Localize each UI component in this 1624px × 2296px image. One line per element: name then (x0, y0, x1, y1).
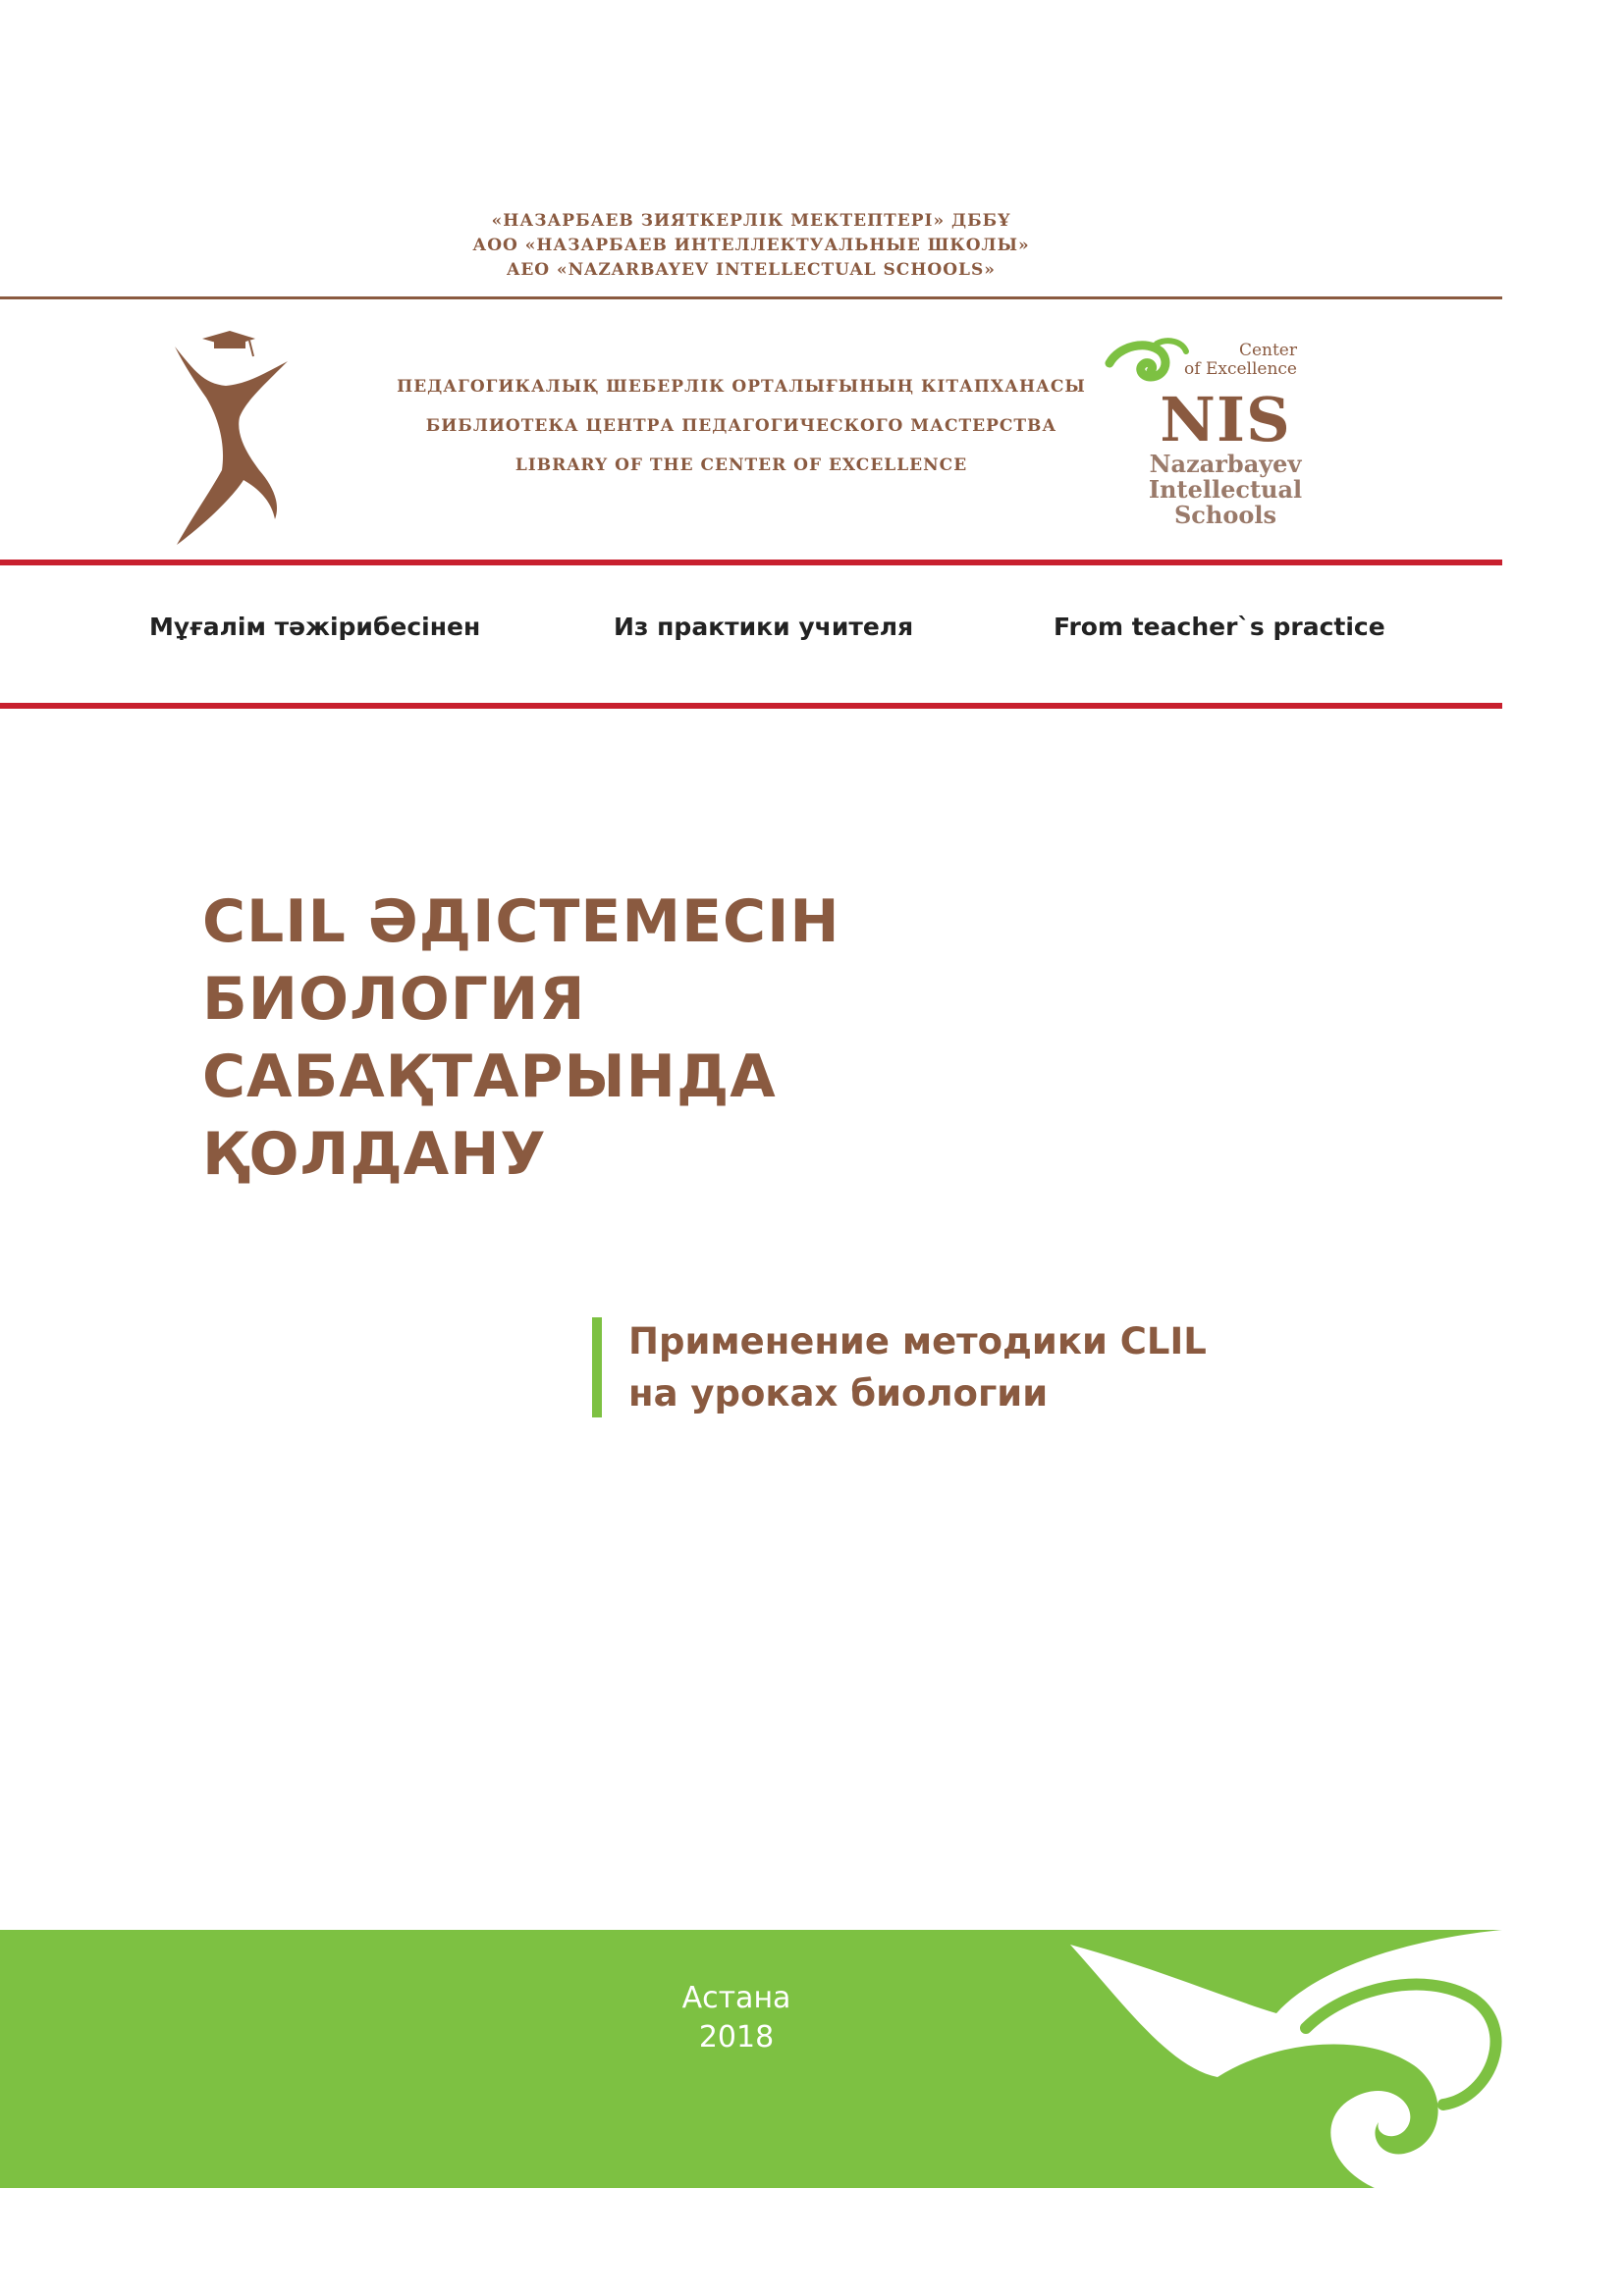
library-name (353, 375, 1129, 493)
book-subtitle (628, 1315, 1375, 1419)
category-kazakh: Мұғалім тәжірибесінен (149, 613, 481, 641)
nis-wordmark (1141, 384, 1310, 529)
publication-place-year (589, 1979, 884, 2057)
nis-line-schools: Schools (1173, 501, 1277, 529)
library-figure-logo (165, 327, 293, 548)
subtitle-accent-bar (592, 1317, 602, 1417)
title-line: САБАҚТАРЫНДА (202, 1042, 777, 1111)
subtitle-line: на уроках биологии (628, 1372, 1049, 1415)
nis-line-nazarbayev: Nazarbayev (1149, 450, 1302, 478)
org-name-russian: АОО «НАЗАРБАЕВ ИНТЕЛЛЕКТУАЛЬНЫЕ ШКОЛЫ» (472, 236, 1030, 255)
publication-year: 2018 (698, 2020, 775, 2055)
category-russian: Из практики учителя (614, 613, 914, 641)
organization-header (0, 209, 1502, 283)
subtitle-line: Применение методики CLIL (628, 1320, 1207, 1362)
publication-city: Астана (681, 1981, 791, 2015)
library-name-kazakh: ПЕДАГОГИКАЛЫҚ ШЕБЕРЛІК ОРТАЛЫҒЫНЫҢ КІТАПХАНАСЫ (397, 377, 1086, 397)
title-line: CLIL ӘДІСТЕМЕСІН (202, 887, 840, 956)
library-name-russian: БИБЛИОТЕКА ЦЕНТРА ПЕДАГОГИЧЕСКОГО МАСТЕРСТВА (425, 416, 1057, 436)
library-name-english: LIBRARY OF THE CENTER OF EXCELLENCE (514, 455, 968, 475)
category-english: From teacher`s practice (1054, 613, 1385, 641)
book-title (202, 883, 1086, 1194)
nis-acronym: NIS (1160, 384, 1291, 455)
nis-center-of-excellence (1174, 342, 1297, 379)
header-divider (0, 296, 1502, 299)
org-name-english: AEO «NAZARBAYEV INTELLECTUAL SCHOOLS» (507, 260, 996, 280)
category-bottom-rule (0, 703, 1502, 709)
org-name-kazakh: «НАЗАРБАЕВ ЗИЯТКЕРЛІК МЕКТЕПТЕРІ» ДББҰ (491, 211, 1011, 231)
category-top-rule (0, 560, 1502, 565)
nis-excellence-label: of Excellence (1184, 359, 1297, 379)
footer-band (0, 1930, 1502, 2188)
nis-line-intellectual: Intellectual (1148, 475, 1303, 504)
nis-center-label: Center (1238, 341, 1297, 360)
title-line: БИОЛОГИЯ (202, 965, 586, 1034)
footer-ornament (0, 1930, 1502, 2188)
title-line: ҚОЛДАНУ (202, 1120, 547, 1189)
